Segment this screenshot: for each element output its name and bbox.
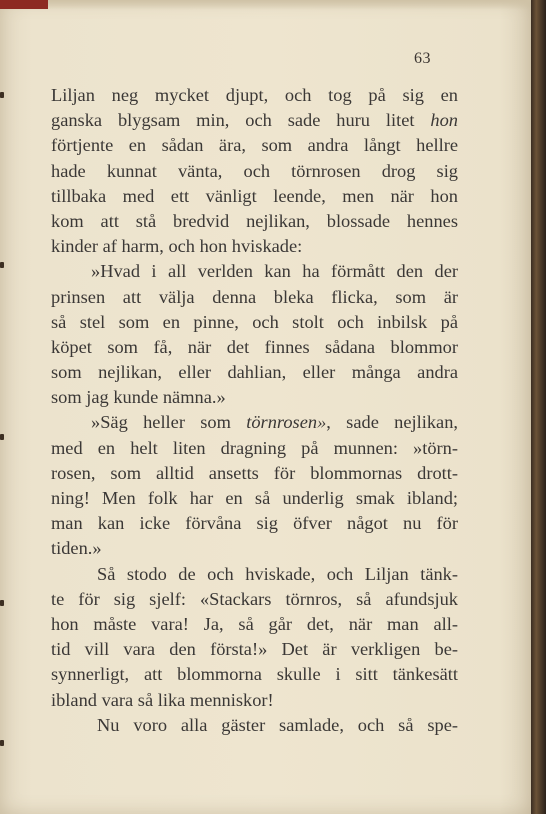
text-line-8: »Hvad i all verlden kan ha förmått den der (91, 261, 458, 282)
text-line-16: rosen, som alltid ansetts för blommornas drott- (51, 462, 458, 483)
text-line-2: ganska blygsam min, och sade huru litet hon (51, 110, 458, 131)
page-body-text (51, 83, 458, 738)
text-line-18: man kan icke förvåna sig öfver något nu för (51, 513, 458, 534)
text-line-6: kom att stå bredvid nejlikan, blossade hennes (51, 210, 458, 231)
text-line-19: tiden.» (51, 538, 102, 559)
text-line-11: köpet som få, när det finnes sådana blommor (51, 336, 458, 357)
text-line-22: hon måste vara! Ja, så går det, när man all- (51, 613, 458, 634)
text-line-4: hade kunnat vänta, och törnrosen drog sig (51, 160, 458, 181)
text-line-24: synnerligt, att blommorna skulle i sitt tänkesätt (51, 664, 458, 685)
text-line-26: Nu voro alla gäster samlade, och så spe- (97, 714, 458, 735)
text-line-25: ibland vara så lika menniskor! (51, 689, 274, 710)
text-line-1: Liljan neg mycket djupt, och tog på sig en (51, 85, 458, 105)
page-top-shadow (0, 0, 531, 10)
binding-holes (0, 0, 8, 814)
text-line-21: te för sig sjelf: «Stackars törnros, så afundsjuk (51, 588, 458, 609)
text-line-20: Så stodo de och hviskade, och Liljan tänk- (97, 563, 458, 584)
italic-tornrosen: törnrosen» (246, 412, 327, 433)
text-line-17: ning! Men folk har en så underlig smak ibland; (51, 488, 458, 508)
text-line-9: prinsen att välja denna bleka flicka, som är (51, 286, 458, 307)
text-line-7: kinder af harm, och hon hviskade: (51, 236, 303, 257)
text-line-3: förtjente en sådan ära, som andra långt hellre (51, 135, 458, 156)
book-cover-edge (531, 0, 546, 814)
text-line-10: så stel som en pinne, och stolt och inbilsk på (51, 311, 458, 332)
text-line-15: med en helt liten dragning på munnen: »törn- (51, 437, 458, 458)
text-line-5: tillbaka med ett vänligt leende, men när hon (51, 185, 458, 206)
text-line-14: »Säg heller som törnrosen», sade nejlikan, (91, 412, 459, 433)
text-line-13: som jag kunde nämna.» (51, 387, 226, 408)
italic-hon: hon (430, 110, 458, 131)
page-number: 63 (414, 50, 431, 67)
text-line-12: som nejlikan, eller dahlian, eller många andra (51, 362, 458, 383)
text-line-23: tid vill vara den första!» Det är verkligen be- (51, 639, 458, 660)
